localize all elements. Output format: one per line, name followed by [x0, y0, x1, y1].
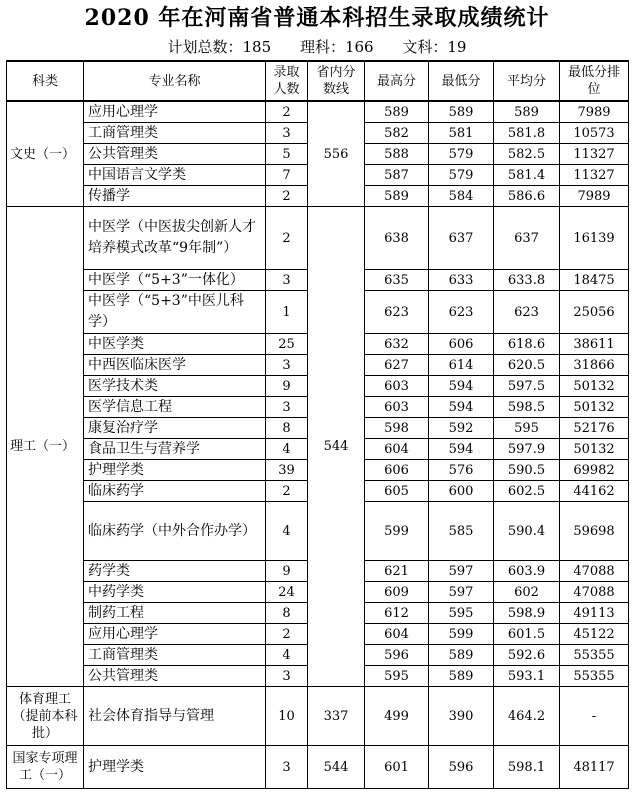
min-score-cell: 579: [429, 165, 494, 186]
min-score-cell: 595: [429, 603, 494, 624]
enroll-cell: 9: [266, 376, 308, 397]
min-score-cell: 600: [429, 481, 494, 502]
plan-total: [168, 38, 272, 56]
plan-science-label: 理科：: [299, 38, 345, 56]
avg-score-cell: 597.9: [494, 439, 560, 460]
enroll-cell: 4: [266, 502, 308, 561]
header-category: 科类: [7, 61, 84, 101]
avg-score-cell: 601.5: [494, 624, 560, 645]
major-cell: 药学类: [84, 561, 266, 582]
max-score-cell: 601: [365, 746, 429, 789]
major-cell: 中国语言文学类: [84, 165, 266, 186]
avg-score-cell: 592.6: [494, 645, 560, 666]
major-cell: 中药学类: [84, 582, 266, 603]
min-score-cell: 614: [429, 355, 494, 376]
min-score-cell: 589: [429, 666, 494, 687]
category-cell: 体育理工（提前本科批）: [7, 687, 84, 746]
table-row: [7, 687, 629, 746]
max-score-cell: 499: [365, 687, 429, 746]
avg-score-cell: 582.5: [494, 144, 560, 165]
major-cell: 中医学类: [84, 334, 266, 355]
min-score-cell: 584: [429, 186, 494, 207]
rank-cell: 50132: [560, 397, 629, 418]
cutoff-cell: 337: [308, 687, 365, 746]
avg-score-cell: 637: [494, 207, 560, 270]
major-cell: 传播学: [84, 186, 266, 207]
page-title: 2020 年在河南省普通本科招生录取成绩统计: [84, 5, 550, 31]
min-score-cell: 597: [429, 582, 494, 603]
min-score-cell: 589: [429, 101, 494, 123]
major-cell: 食品卫生与营养学: [84, 439, 266, 460]
rank-cell: 47088: [560, 561, 629, 582]
rank-cell: 7989: [560, 186, 629, 207]
rank-cell: 69982: [560, 460, 629, 481]
rank-cell: 11327: [560, 144, 629, 165]
enroll-cell: 2: [266, 481, 308, 502]
enroll-cell: 8: [266, 603, 308, 624]
rank-cell: 47088: [560, 582, 629, 603]
avg-score-cell: 597.5: [494, 376, 560, 397]
min-score-cell: 390: [429, 687, 494, 746]
table-header-row: [7, 61, 629, 101]
enroll-cell: 2: [266, 186, 308, 207]
enroll-cell: 8: [266, 418, 308, 439]
plan-total-value: 185: [242, 38, 272, 56]
category-cell: 国家专项理工（一）: [7, 746, 84, 789]
plan-science-value: 166: [344, 38, 374, 56]
avg-score-cell: 589: [494, 101, 560, 123]
rank-cell: 11327: [560, 165, 629, 186]
table-row: [7, 746, 629, 789]
max-score-cell: 621: [365, 561, 429, 582]
major-cell: 临床药学: [84, 481, 266, 502]
cutoff-cell: 556: [308, 101, 365, 207]
min-score-cell: 596: [429, 746, 494, 789]
min-score-cell: 592: [429, 418, 494, 439]
max-score-cell: 606: [365, 460, 429, 481]
rank-cell: 49113: [560, 603, 629, 624]
enroll-cell: 25: [266, 334, 308, 355]
min-score-cell: 594: [429, 397, 494, 418]
rank-cell: 55355: [560, 666, 629, 687]
max-score-cell: 603: [365, 397, 429, 418]
major-cell: 公共管理类: [84, 144, 266, 165]
major-cell: 工商管理类: [84, 123, 266, 144]
enroll-cell: 4: [266, 439, 308, 460]
major-cell: 康复治疗学: [84, 418, 266, 439]
avg-score-cell: 586.6: [494, 186, 560, 207]
max-score-cell: 582: [365, 123, 429, 144]
rank-cell: 48117: [560, 746, 629, 789]
max-score-cell: 627: [365, 355, 429, 376]
rank-cell: 52176: [560, 418, 629, 439]
avg-score-cell: 620.5: [494, 355, 560, 376]
avg-score-cell: 618.6: [494, 334, 560, 355]
rank-cell: 59698: [560, 502, 629, 561]
max-score-cell: 632: [365, 334, 429, 355]
header-avg: 平均分: [494, 61, 560, 101]
rank-cell: 45122: [560, 624, 629, 645]
avg-score-cell: 581.4: [494, 165, 560, 186]
avg-score-cell: 590.5: [494, 460, 560, 481]
avg-score-cell: 464.2: [494, 687, 560, 746]
rank-cell: 50132: [560, 376, 629, 397]
rank-cell: 7989: [560, 101, 629, 123]
max-score-cell: 598: [365, 418, 429, 439]
enroll-cell: 3: [266, 123, 308, 144]
enroll-cell: 2: [266, 624, 308, 645]
avg-score-cell: 598.9: [494, 603, 560, 624]
max-score-cell: 596: [365, 645, 429, 666]
min-score-cell: 594: [429, 439, 494, 460]
avg-score-cell: 602.5: [494, 481, 560, 502]
rank-cell: 50132: [560, 439, 629, 460]
enroll-cell: 7: [266, 165, 308, 186]
plan-arts-label: 文科：: [402, 38, 448, 56]
rank-cell: 55355: [560, 645, 629, 666]
avg-score-cell: 602: [494, 582, 560, 603]
rank-cell: 44162: [560, 481, 629, 502]
enroll-cell: 5: [266, 144, 308, 165]
enroll-cell: 1: [266, 291, 308, 334]
enroll-cell: 39: [266, 460, 308, 481]
major-cell: 医学技术类: [84, 376, 266, 397]
plan-arts-value: 19: [447, 38, 467, 56]
table-row: [7, 207, 629, 270]
header-min: 最低分: [429, 61, 494, 101]
min-score-cell: 589: [429, 645, 494, 666]
max-score-cell: 587: [365, 165, 429, 186]
header-max: 最高分: [365, 61, 429, 101]
min-score-cell: 579: [429, 144, 494, 165]
table-row: [7, 101, 629, 123]
enroll-cell: 3: [266, 270, 308, 291]
major-cell: 中医学（中医拔尖创新人才培养模式改革“9年制”）: [84, 207, 266, 270]
avg-score-cell: 603.9: [494, 561, 560, 582]
max-score-cell: 623: [365, 291, 429, 334]
min-score-cell: 594: [429, 376, 494, 397]
category-cell: 文史（一）: [7, 101, 84, 207]
enroll-cell: 3: [266, 746, 308, 789]
max-score-cell: 638: [365, 207, 429, 270]
min-score-cell: 637: [429, 207, 494, 270]
enroll-cell: 2: [266, 101, 308, 123]
min-score-cell: 581: [429, 123, 494, 144]
enroll-cell: 2: [266, 207, 308, 270]
header-major: 专业名称: [84, 61, 266, 101]
major-cell: 应用心理学: [84, 624, 266, 645]
enroll-cell: 24: [266, 582, 308, 603]
major-cell: 公共管理类: [84, 666, 266, 687]
avg-score-cell: 633.8: [494, 270, 560, 291]
major-cell: 制药工程: [84, 603, 266, 624]
max-score-cell: 589: [365, 186, 429, 207]
major-cell: 中医学（“5+3”中医儿科学）: [84, 291, 266, 334]
enroll-cell: 9: [266, 561, 308, 582]
min-score-cell: 633: [429, 270, 494, 291]
enroll-cell: 4: [266, 645, 308, 666]
avg-score-cell: 623: [494, 291, 560, 334]
table-body: [7, 101, 629, 789]
max-score-cell: 588: [365, 144, 429, 165]
admission-table: [6, 60, 629, 789]
header-enroll: 录取人数: [266, 61, 308, 101]
plan-summary: [0, 36, 634, 58]
avg-score-cell: 598.1: [494, 746, 560, 789]
major-cell: 护理学类: [84, 460, 266, 481]
rank-cell: 38611: [560, 334, 629, 355]
rank-cell: 25056: [560, 291, 629, 334]
avg-score-cell: 590.4: [494, 502, 560, 561]
max-score-cell: 604: [365, 439, 429, 460]
max-score-cell: 589: [365, 101, 429, 123]
enroll-cell: 10: [266, 687, 308, 746]
header-rank: 最低分排位: [560, 61, 629, 101]
plan-arts: [402, 38, 466, 56]
avg-score-cell: 593.1: [494, 666, 560, 687]
max-score-cell: 599: [365, 502, 429, 561]
major-cell: 中医学（“5+3”一体化）: [84, 270, 266, 291]
rank-cell: 18475: [560, 270, 629, 291]
enroll-cell: 3: [266, 355, 308, 376]
category-cell: 理工（一）: [7, 207, 84, 687]
avg-score-cell: 581.8: [494, 123, 560, 144]
max-score-cell: 603: [365, 376, 429, 397]
max-score-cell: 605: [365, 481, 429, 502]
major-cell: 社会体育指导与管理: [84, 687, 266, 746]
min-score-cell: 623: [429, 291, 494, 334]
header-cutoff: 省内分数线: [308, 61, 365, 101]
min-score-cell: 597: [429, 561, 494, 582]
enroll-cell: 3: [266, 397, 308, 418]
max-score-cell: 604: [365, 624, 429, 645]
avg-score-cell: 598.5: [494, 397, 560, 418]
min-score-cell: 606: [429, 334, 494, 355]
major-cell: 医学信息工程: [84, 397, 266, 418]
max-score-cell: 595: [365, 666, 429, 687]
plan-science: [300, 38, 374, 56]
major-cell: 工商管理类: [84, 645, 266, 666]
max-score-cell: 635: [365, 270, 429, 291]
rank-cell: 16139: [560, 207, 629, 270]
major-cell: 护理学类: [84, 746, 266, 789]
max-score-cell: 609: [365, 582, 429, 603]
min-score-cell: 576: [429, 460, 494, 481]
major-cell: 应用心理学: [84, 101, 266, 123]
major-cell: 临床药学（中外合作办学）: [84, 502, 266, 561]
rank-cell: -: [560, 687, 629, 746]
major-cell: 中西医临床医学: [84, 355, 266, 376]
min-score-cell: 599: [429, 624, 494, 645]
enroll-cell: 3: [266, 666, 308, 687]
plan-total-label: 计划总数：: [167, 38, 243, 56]
max-score-cell: 612: [365, 603, 429, 624]
rank-cell: 10573: [560, 123, 629, 144]
cutoff-cell: 544: [308, 207, 365, 687]
cutoff-cell: 544: [308, 746, 365, 789]
rank-cell: 31866: [560, 355, 629, 376]
min-score-cell: 585: [429, 502, 494, 561]
avg-score-cell: 595: [494, 418, 560, 439]
